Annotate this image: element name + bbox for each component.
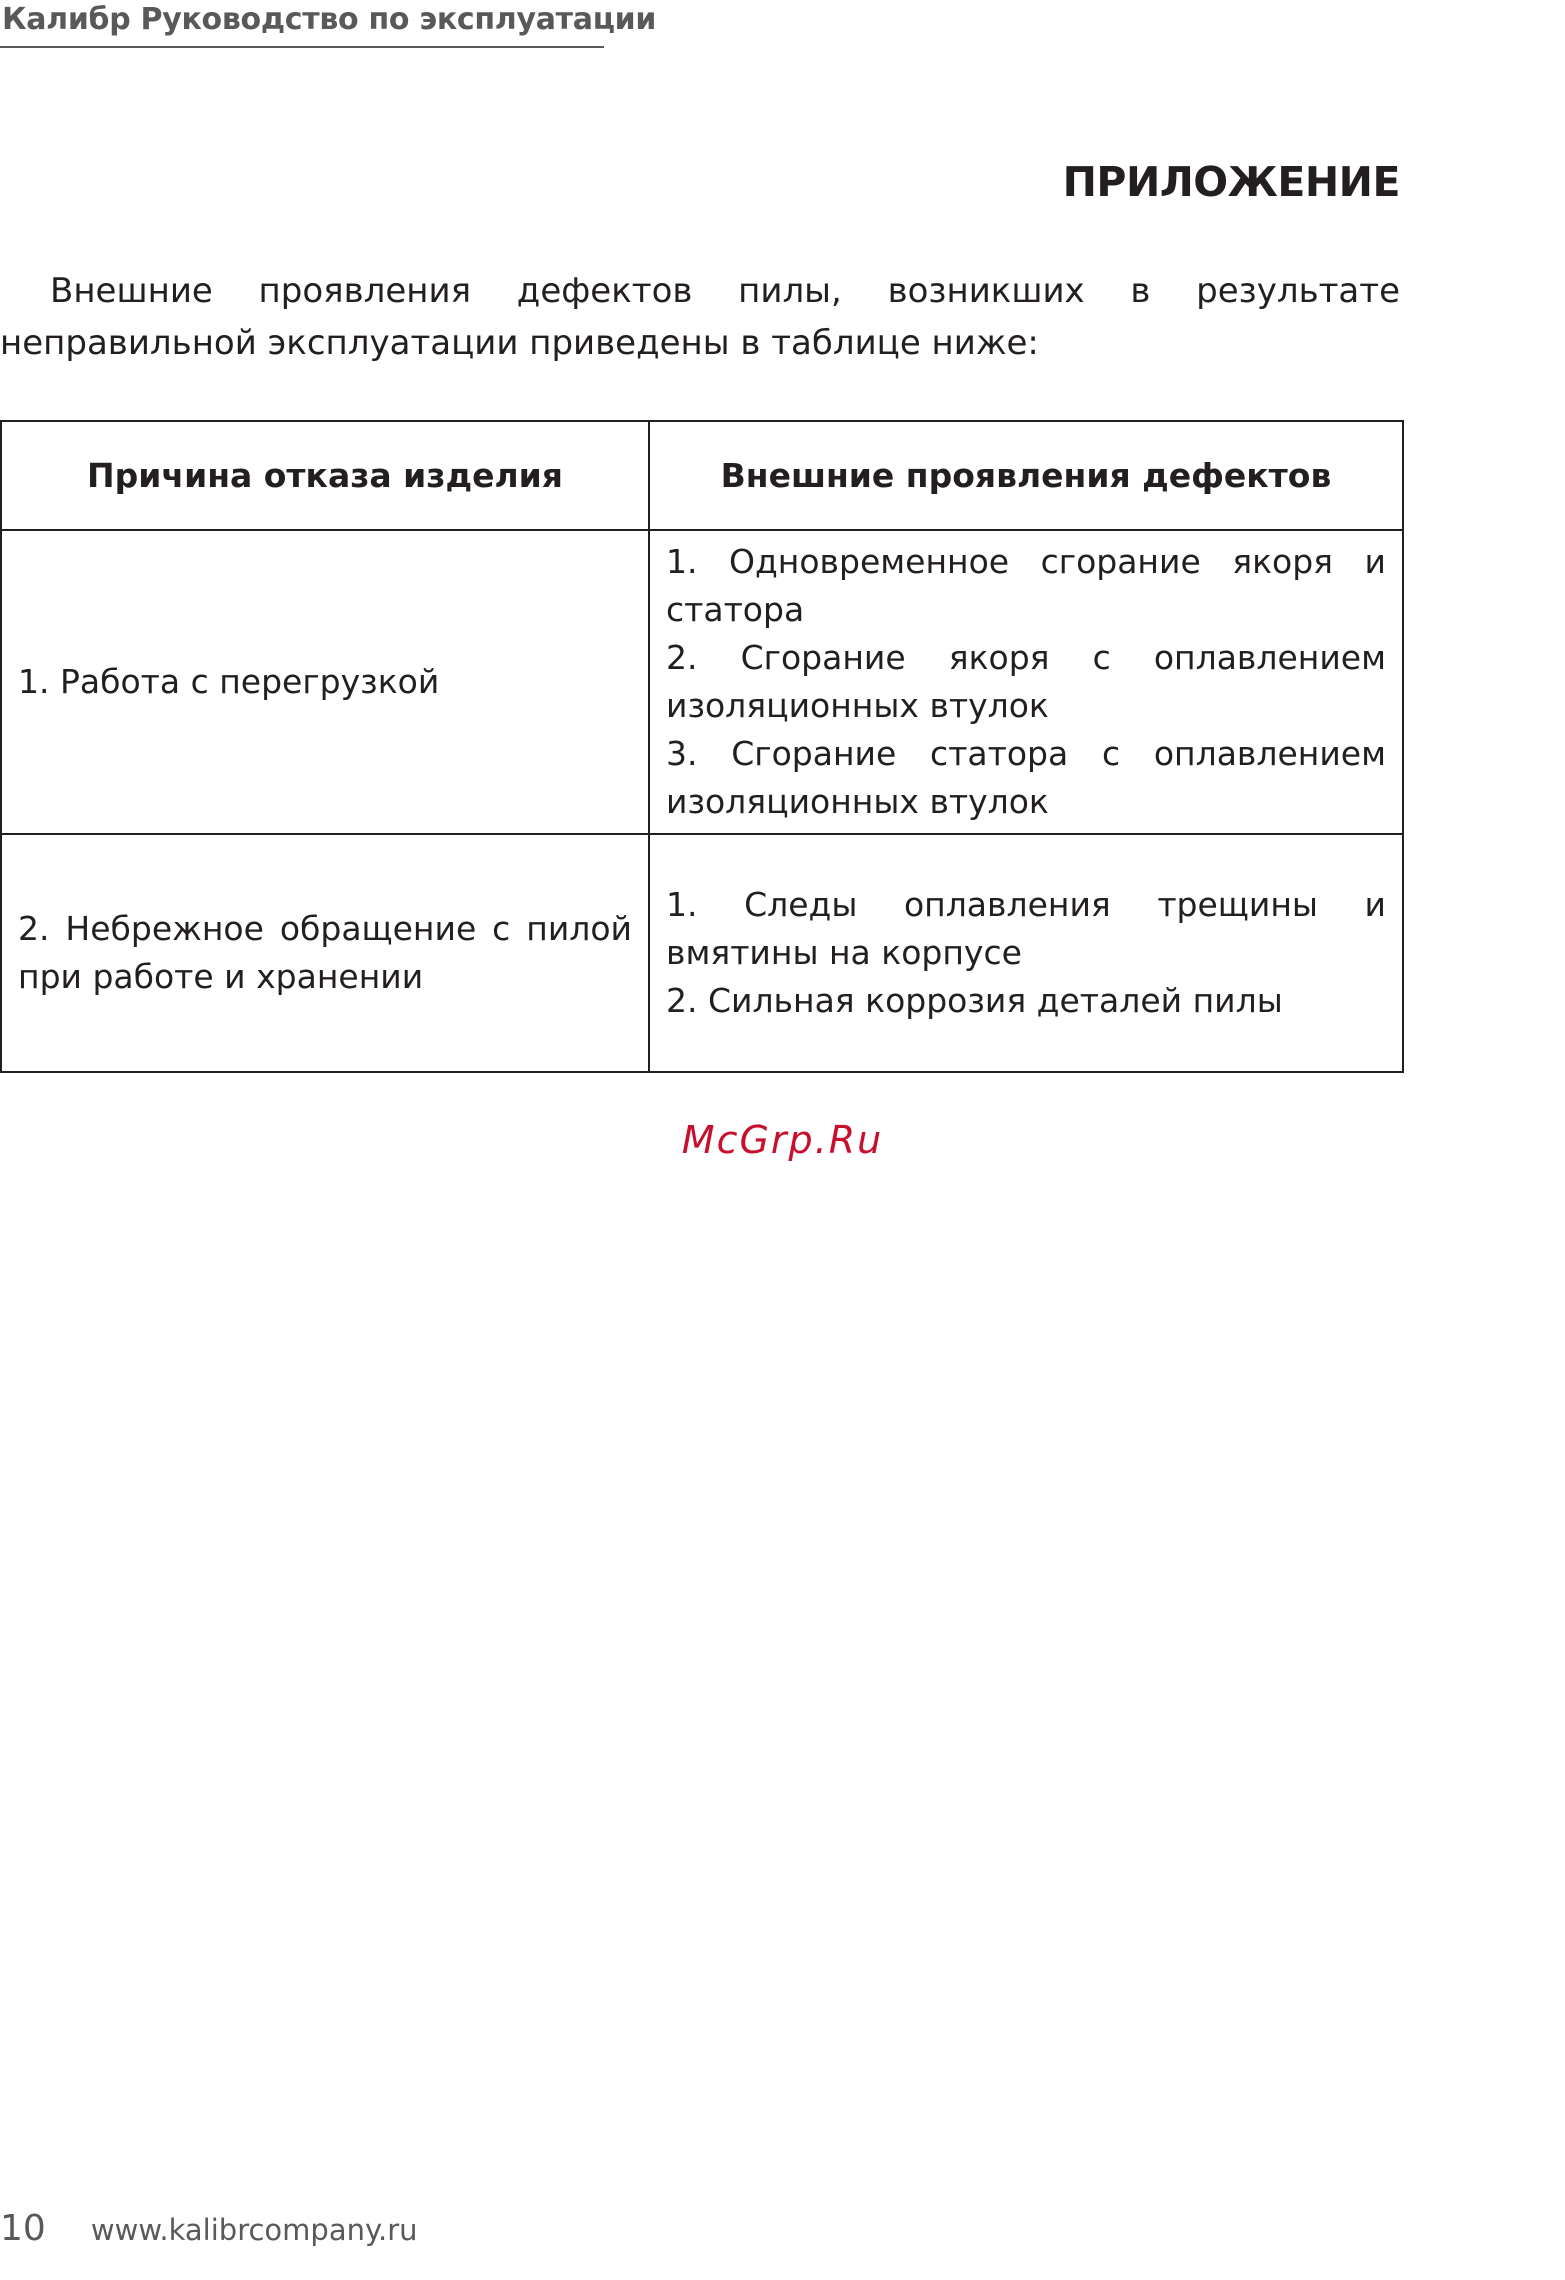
running-header — [0, 0, 657, 48]
manifestation-item: 1. Следы оплавления трещины и вмятины на корпусе — [666, 885, 1386, 972]
footer-url-link[interactable]: www.kalibrcompany.ru — [90, 2213, 418, 2247]
table-header-row — [1, 421, 1403, 530]
manifestation-item: 1. Одновременное сгорание якоря и статора — [666, 542, 1386, 629]
cause-cell: 1. Работа с перегрузкой — [1, 530, 649, 834]
page-number: 10 — [0, 2208, 46, 2249]
table-row — [1, 834, 1403, 1072]
table-row — [1, 530, 1403, 834]
section-title: ПРИЛОЖЕНИЕ — [1062, 158, 1400, 206]
intro-paragraph: Внешние проявления дефектов пилы, возникших в результате неправильной эксплуатации приведены в таблице ниже: — [0, 271, 1400, 363]
running-header-title: Калибр Руководство по эксплуатации — [2, 2, 657, 37]
header-manifestations: Внешние проявления дефектов — [649, 421, 1403, 530]
watermark-link[interactable]: McGrp.Ru — [681, 1118, 884, 1162]
defects-table — [0, 420, 1404, 1073]
manifestation-item: 2. Сгорание якоря с оплавлением изоляционных втулок — [666, 638, 1386, 725]
manifestation-item: 2. Сильная коррозия деталей пилы — [666, 981, 1283, 1020]
manifestation-item: 3. Сгорание статора с оплавлением изоляционных втулок — [666, 734, 1386, 821]
header-cause: Причина отказа изделия — [1, 421, 649, 530]
cause-cell: 2. Небрежное обращение с пилой при работе и хранении — [1, 834, 649, 1072]
manifestations-cell — [649, 530, 1403, 834]
page-footer — [0, 2208, 418, 2249]
manifestations-cell — [649, 834, 1403, 1072]
